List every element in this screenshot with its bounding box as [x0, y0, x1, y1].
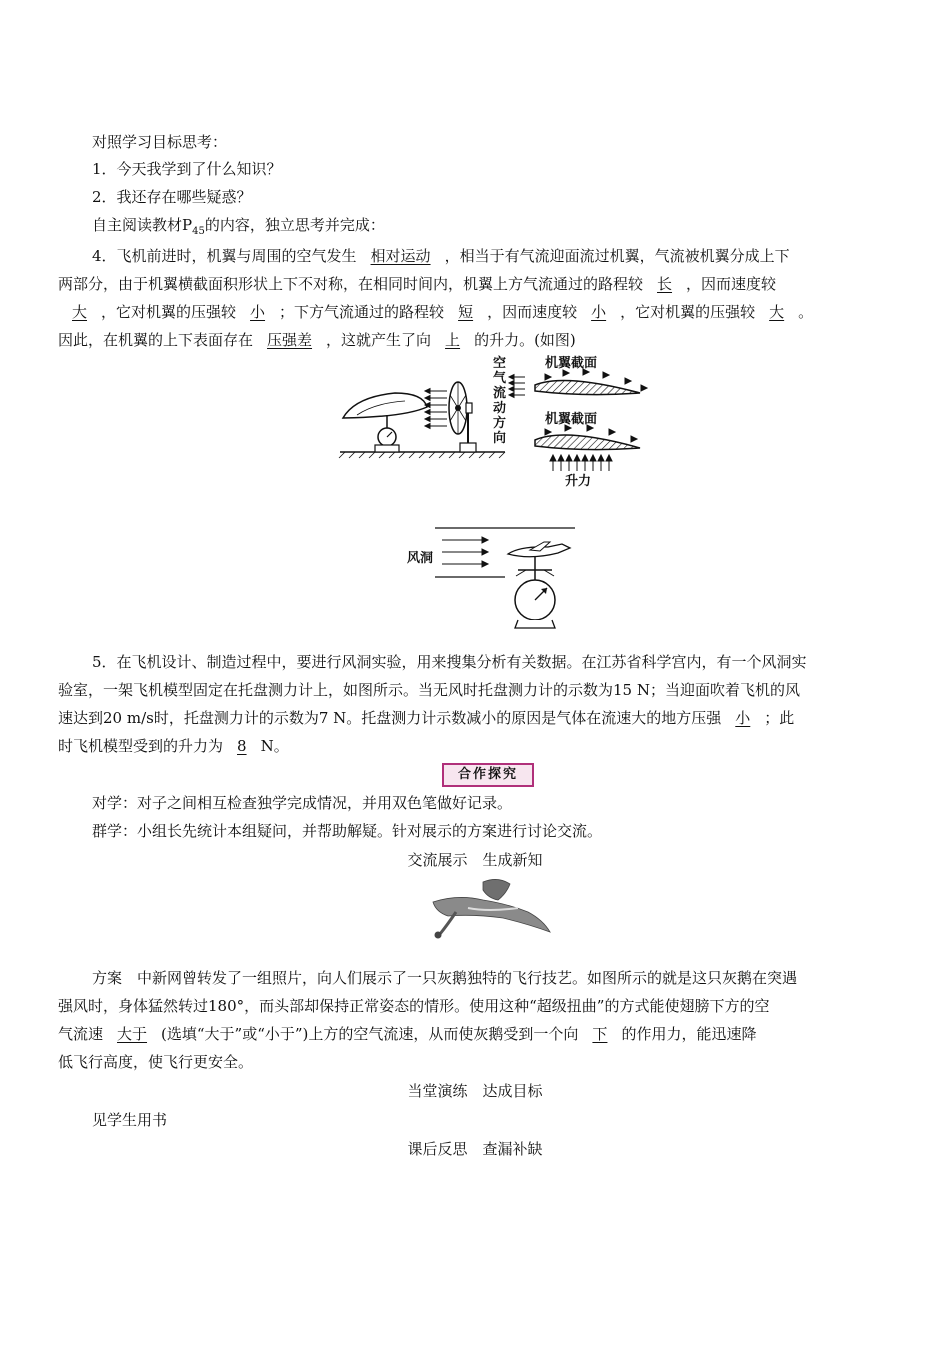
- lift-label: 升力: [565, 474, 592, 489]
- plan-line2: 强风时，身体猛然转过180°，而头部却保持正常姿态的情形。使用这种“超级扭曲”的方式能使翅膀下方的空: [58, 997, 770, 1015]
- q4-answer-longer: 长: [657, 275, 673, 293]
- section-badge: 合作探究: [442, 763, 534, 787]
- q4-answer-relative-motion: 相对运动: [370, 247, 431, 265]
- coop-heading: 交流展示 生成新知: [407, 851, 543, 869]
- q4-line1: 4．飞机前进时，机翼与周围的空气发生 相对运动 ，相当于有气流迎面流过机翼，气流被机翼分成上下: [92, 247, 790, 265]
- lift-arrows: [550, 455, 612, 471]
- reflect-q1: 1．今天我学到了什么知识？: [92, 160, 282, 178]
- plan-line3: 气流速 大于 (选填“大于”或“小于”)上方的空气流速，从而使灰鹅受到一个向 下 的作用力，能迅速降: [58, 1025, 757, 1043]
- fan-air-arrows: [425, 389, 447, 429]
- plan-line4: 低飞行高度，使飞行更安全。: [58, 1053, 254, 1071]
- practice-note: 见学生用书: [92, 1111, 168, 1129]
- q4-line2: 两部分，由于机翼横截面积形状上下不对称，在相同时间内，机翼上方气流通过的路程较 长 ，因而速度较: [58, 275, 777, 293]
- wind-tunnel-figure: [430, 520, 580, 632]
- wind-arrows: [442, 537, 488, 567]
- wind-tunnel-label: 风洞: [407, 551, 434, 566]
- wing-section-bottom: [535, 435, 640, 450]
- q4-answer-larger: 大: [769, 303, 785, 321]
- q5-line4: 时飞机模型受到的升力为 8 N。: [58, 737, 289, 755]
- q4-answer-pressure-difference: 压强差: [267, 331, 313, 349]
- reflect-q2: 2．我还存在哪些疑惑？: [92, 188, 252, 206]
- wing-section-label-top: 机翼截面: [545, 356, 598, 371]
- q5-answer-lift: 8: [237, 737, 247, 755]
- q4-answer-faster: 大: [72, 303, 88, 321]
- q5-line2: 验室，一架飞机模型固定在托盘测力计上，如图所示。当无风时托盘测力计的示数为15 N；当迎面吹着飞机的风: [58, 681, 800, 699]
- plan-line1: 方案 中新网曾转发了一组照片，向人们展示了一只灰鹅独特的飞行技艺。如图所示的就是这只灰鹅在突遇: [92, 969, 798, 987]
- q4-answer-smaller: 小: [250, 303, 266, 321]
- plan-answer-down: 下: [592, 1025, 608, 1043]
- q4-line3: 大 ，它对机翼的压强较 小 ；下方气流通过的路程较 短 ，因而速度较 小 ，它对机翼的压强较 大 。: [58, 302, 813, 322]
- q4-answer-shorter: 短: [458, 303, 474, 321]
- q5-answer-small: 小: [735, 709, 751, 727]
- q4-answer-up: 上: [445, 331, 461, 349]
- coop-pair: 对学：对子之间相互检查独学完成情况，并用双色笔做好记录。: [92, 794, 513, 812]
- review-heading: 课后反思 查漏补缺: [407, 1140, 543, 1158]
- goose-wing: [433, 897, 550, 932]
- q5-line1: 5．在飞机设计、制造过程中，要进行风洞实验，用来搜集分析有关数据。在江苏省科学宫内，有一个风洞实: [92, 653, 807, 671]
- goose-figure: [428, 872, 558, 942]
- wing-section-label-bottom: 机翼截面: [545, 412, 598, 427]
- plan-answer-greater: 大于: [117, 1025, 148, 1043]
- airflow-direction-arrows: [509, 375, 525, 398]
- practice-heading: 当堂演练 达成目标: [407, 1082, 543, 1100]
- wing-model: [343, 393, 427, 418]
- q5-line3: 速达到20 m/s时，托盘测力计的示数为7 N。托盘测力计示数减小的原因是气体在流速大的地方压强 小 ；此: [58, 709, 795, 727]
- air-flow-direction-label: 空气流动方向: [493, 356, 507, 446]
- reflect-title: 对照学习目标思考：: [92, 133, 228, 151]
- q4-answer-slower: 小: [591, 303, 607, 321]
- q4-line4: 因此，在机翼的上下表面存在 压强差 ，这就产生了向 上 的升力。(如图): [58, 331, 576, 349]
- coop-group: 群学：小组长先统计本组疑问，并帮助解疑。针对展示的方案进行讨论交流。: [92, 822, 603, 840]
- self-read-instruction: 自主阅读教材$P_{45}$的内容，独立思考并完成：: [92, 216, 385, 237]
- wing-section-top: [535, 381, 640, 395]
- goose-body: [483, 879, 510, 900]
